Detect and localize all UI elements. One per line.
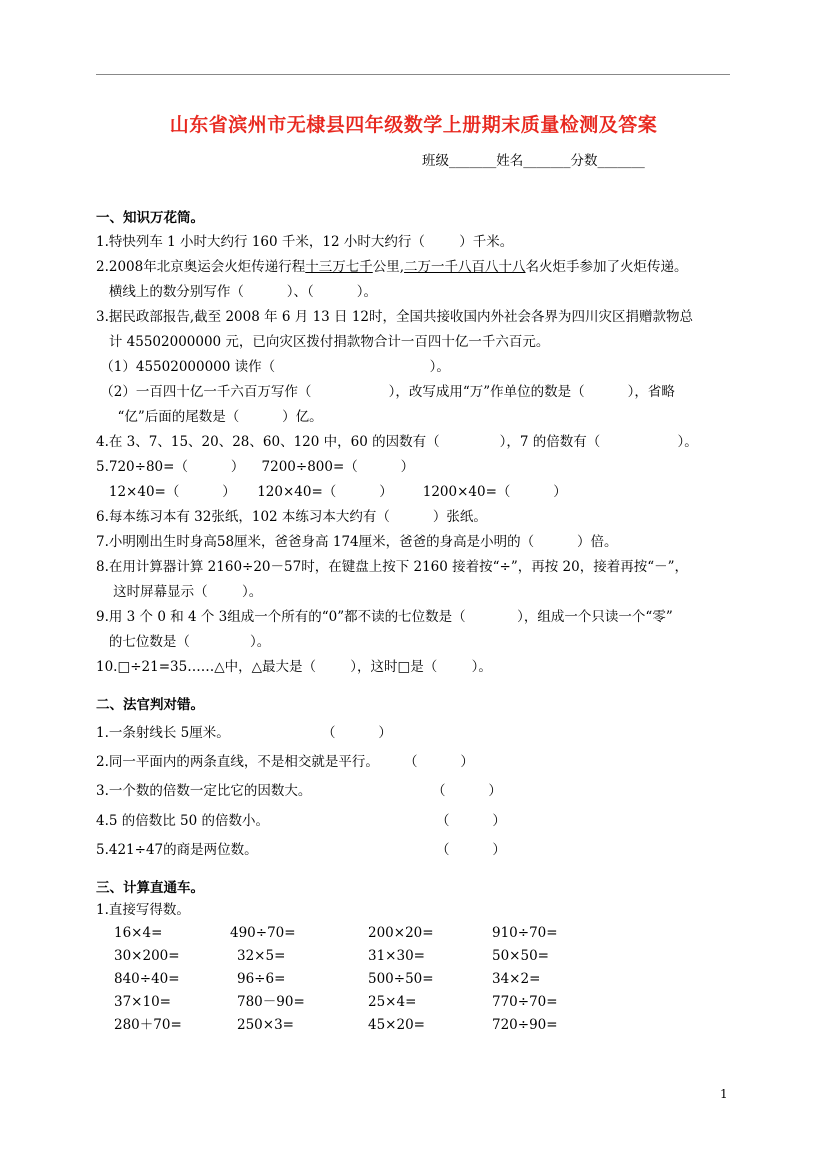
question-1-3-part-2-cont: “亿”后面的尾数是（ ）亿。	[96, 409, 323, 425]
math-item: 200×20=	[368, 925, 434, 941]
math-item: 31×30=	[368, 948, 425, 964]
question-1-1: 1.特快列车 1 小时大约行 160 千米，12 小时大约行（ ）千米。	[96, 234, 514, 250]
question-1-10: 10.□÷21=35……△中，△最大是（ ），这时□是（ ）。	[96, 659, 492, 675]
section-3-heading: 三、计算直通车。	[96, 880, 204, 896]
question-1-3-part-1: （1）45502000000 读作（ ）。	[96, 359, 450, 375]
question-1-5-row-2: 12×40=（ ） 120×40=（ ） 1200×40=（ ）	[96, 484, 567, 500]
question-1-8-line-2: 这时屏幕显示（ ）。	[96, 584, 263, 600]
math-item: 32×5=	[237, 948, 286, 964]
question-1-2	[96, 258, 688, 276]
judge-answer-2: （ ）	[404, 754, 474, 770]
document-title: 山东省滨州市无棣县四年级数学上册期末质量检测及答案	[169, 114, 658, 136]
page-number: 1	[720, 1087, 728, 1101]
underlined-number-1: 十三万七千	[305, 259, 373, 275]
question-1-2-blanks: 横线上的数分别写作（ ）、（ ）。	[96, 284, 377, 300]
judge-question-2: 2.同一平面内的两条直线，不是相交就是平行。	[96, 754, 379, 770]
judge-answer-3: （ ）	[432, 783, 502, 799]
math-item: 45×20=	[368, 1017, 425, 1033]
math-item: 780－90=	[237, 994, 305, 1010]
math-item: 490÷70=	[230, 925, 296, 941]
judge-question-1: 1.一条射线长 5厘米。	[96, 725, 230, 741]
question-1-8-line-1: 8.在用计算器计算 2160÷20－57时，在键盘上按下 2160 接着按“÷”，再按 20，接着再按“－”，	[96, 559, 689, 575]
question-1-3-part-2: （2）一百四十亿一千六百万写作（ ），改写成用“万”作单位的数是（ ），省略	[96, 384, 675, 400]
math-item: 500÷50=	[368, 971, 434, 987]
math-item: 96÷6=	[237, 971, 286, 987]
judge-answer-1: （ ）	[322, 725, 392, 741]
student-info-line: 班级_______姓名_______分数_______	[422, 153, 645, 169]
math-item: 34×2=	[492, 971, 541, 987]
math-item: 25×4=	[368, 994, 417, 1010]
question-1-3-line-2: 计 45502000000 元，已向灾区拨付捐款物合计一百四十亿一千六百元。	[96, 334, 550, 350]
section-1-heading: 一、知识万花筒。	[96, 210, 204, 226]
judge-question-3: 3.一个数的倍数一定比它的因数大。	[96, 783, 312, 799]
header-rule	[96, 74, 730, 75]
question-1-9-line-2: 的七位数是（ ）。	[96, 634, 271, 650]
math-item: 30×200=	[114, 948, 180, 964]
math-item: 770÷70=	[492, 994, 558, 1010]
math-item: 37×10=	[114, 994, 171, 1010]
question-1-2-mid: 公里,	[372, 259, 405, 275]
math-item: 16×4=	[114, 925, 163, 941]
section-2-heading: 二、法官判对错。	[96, 697, 204, 713]
judge-question-4: 4.5 的倍数比 50 的倍数小。	[96, 813, 270, 829]
judge-answer-4: （ ）	[436, 813, 506, 829]
question-1-7: 7.小明刚出生时身高58厘米，爸爸身高 174厘米，爸爸的身高是小明的（ ）倍。	[96, 534, 618, 550]
math-item: 250×3=	[237, 1017, 294, 1033]
question-1-4: 4.在 3、7、15、20、28、60、120 中，60 的因数有（ ），7 的倍数有（ ）。	[96, 434, 698, 450]
question-1-2-pre: 2.2008年北京奥运会火炬传递行程	[96, 259, 306, 275]
math-item: 840÷40=	[114, 971, 180, 987]
math-item: 280＋70=	[114, 1017, 182, 1033]
underlined-number-2: 二万一千八百八十八	[404, 259, 526, 275]
question-1-2-post: 名火炬手参加了火炬传递。	[525, 259, 688, 275]
math-item: 720÷90=	[492, 1017, 558, 1033]
question-1-6: 6.每本练习本有 32张纸，102 本练习本大约有（ ）张纸。	[96, 509, 487, 525]
question-1-5-row-1: 5.720÷80=（ ） 7200÷800=（ ）	[96, 459, 415, 475]
section-3-subheading: 1.直接写得数。	[96, 902, 190, 918]
math-item: 50×50=	[492, 948, 549, 964]
judge-answer-5: （ ）	[436, 842, 506, 858]
question-1-3-line-1: 3.据民政部报告,截至 2008 年 6 月 13 日 12时，全国共接收国内外社会各界为四川灾区捐赠款物总	[96, 309, 694, 325]
judge-question-5: 5.421÷47的商是两位数。	[96, 842, 258, 858]
question-1-9-line-1: 9.用 3 个 0 和 4 个 3组成一个所有的“0”都不读的七位数是（ ），组成一个只读一个“零”	[96, 609, 673, 625]
math-item: 910÷70=	[492, 925, 558, 941]
